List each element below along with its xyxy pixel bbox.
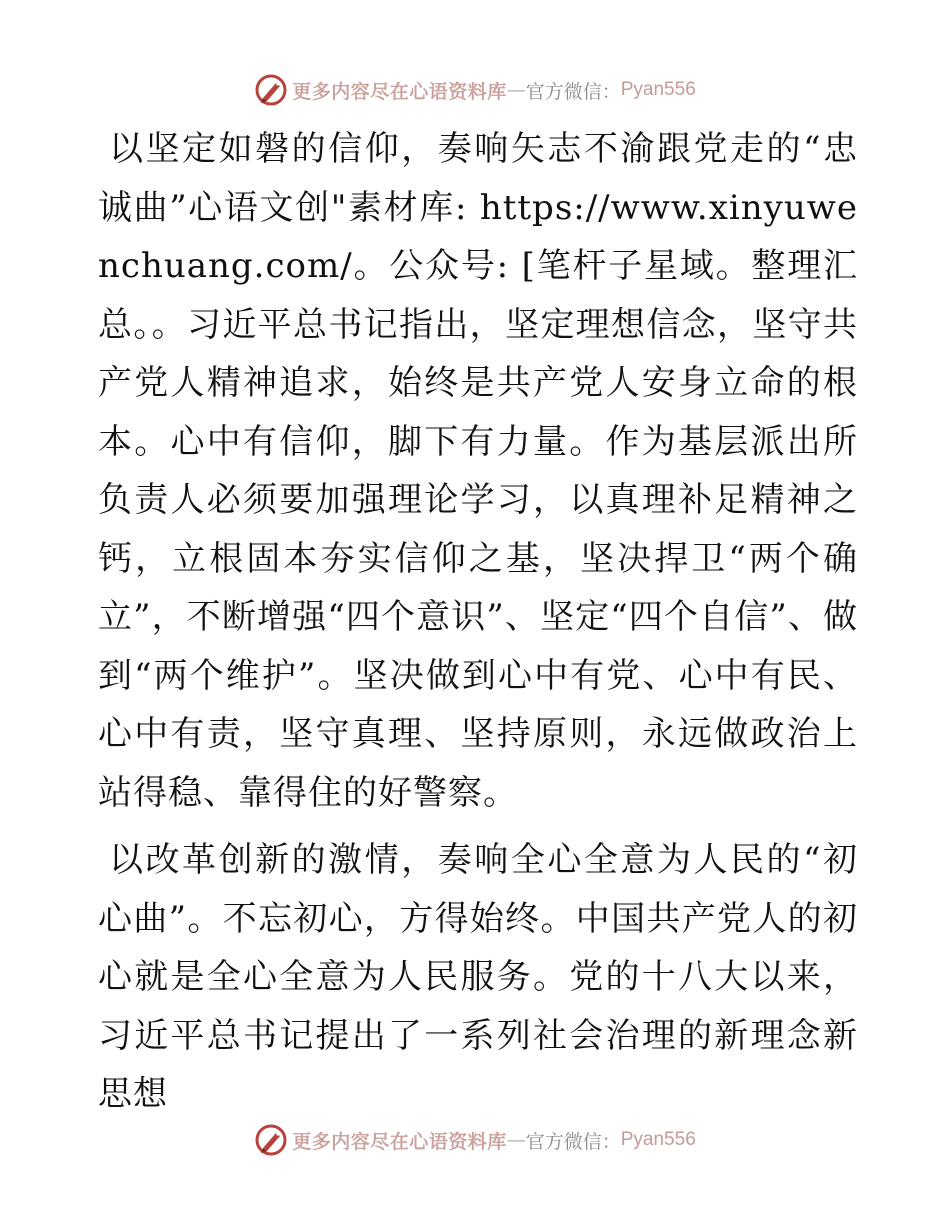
banner-sub-text: 官方微信： — [525, 80, 621, 103]
banner-dash: — — [506, 1129, 526, 1151]
footer-banner — [0, 1120, 950, 1160]
paragraph-1: 以坚定如磐的信仰，奏响矢志不渝跟党走的“忠诚曲”心语文创"素材库: https://www.xinyuwenchuang.com/。公众号: [笔杆子星域。整理汇总。。习近平总书记指出，坚定理想信念，坚守共产党人精神追求，始终是共产党人安身立命的根本。心中有信仰，脚下有力量。作为基层派出所负责人必须要加强理论学习，以真理补足精神之钙，立根固本夯实信仰之基，坚决捍卫“两个确立”，不断增强“四个意识”、坚定“四个自信”、做到“两个维护”。坚决做到心中有党、心中有民、心中有责，坚守真理、坚持原则，永远做政治上站得稳、靠得住的好警察。 — [98, 129, 858, 813]
banner-dash: — — [506, 79, 526, 101]
banner-main-text: 更多内容尽在心语资料库 — [292, 80, 507, 103]
banner-wechat-id: Pyan556 — [620, 1129, 696, 1150]
document-body — [98, 120, 858, 1124]
pen-seal-icon — [254, 1123, 288, 1157]
banner-main-text: 更多内容尽在心语资料库 — [292, 1130, 507, 1153]
paragraph-2: 以改革创新的激情，奏响全心全意为人民的“初心曲”。不忘初心，方得始终。中国共产党人的初心就是全心全意为人民服务。党的十八大以来，习近平总书记提出了一系列社会治理的新理念新思想 — [98, 840, 858, 1114]
banner-sub-text: 官方微信： — [525, 1130, 621, 1153]
header-banner — [0, 70, 950, 110]
banner-wechat-id: Pyan556 — [620, 79, 696, 100]
pen-seal-icon — [254, 73, 288, 107]
